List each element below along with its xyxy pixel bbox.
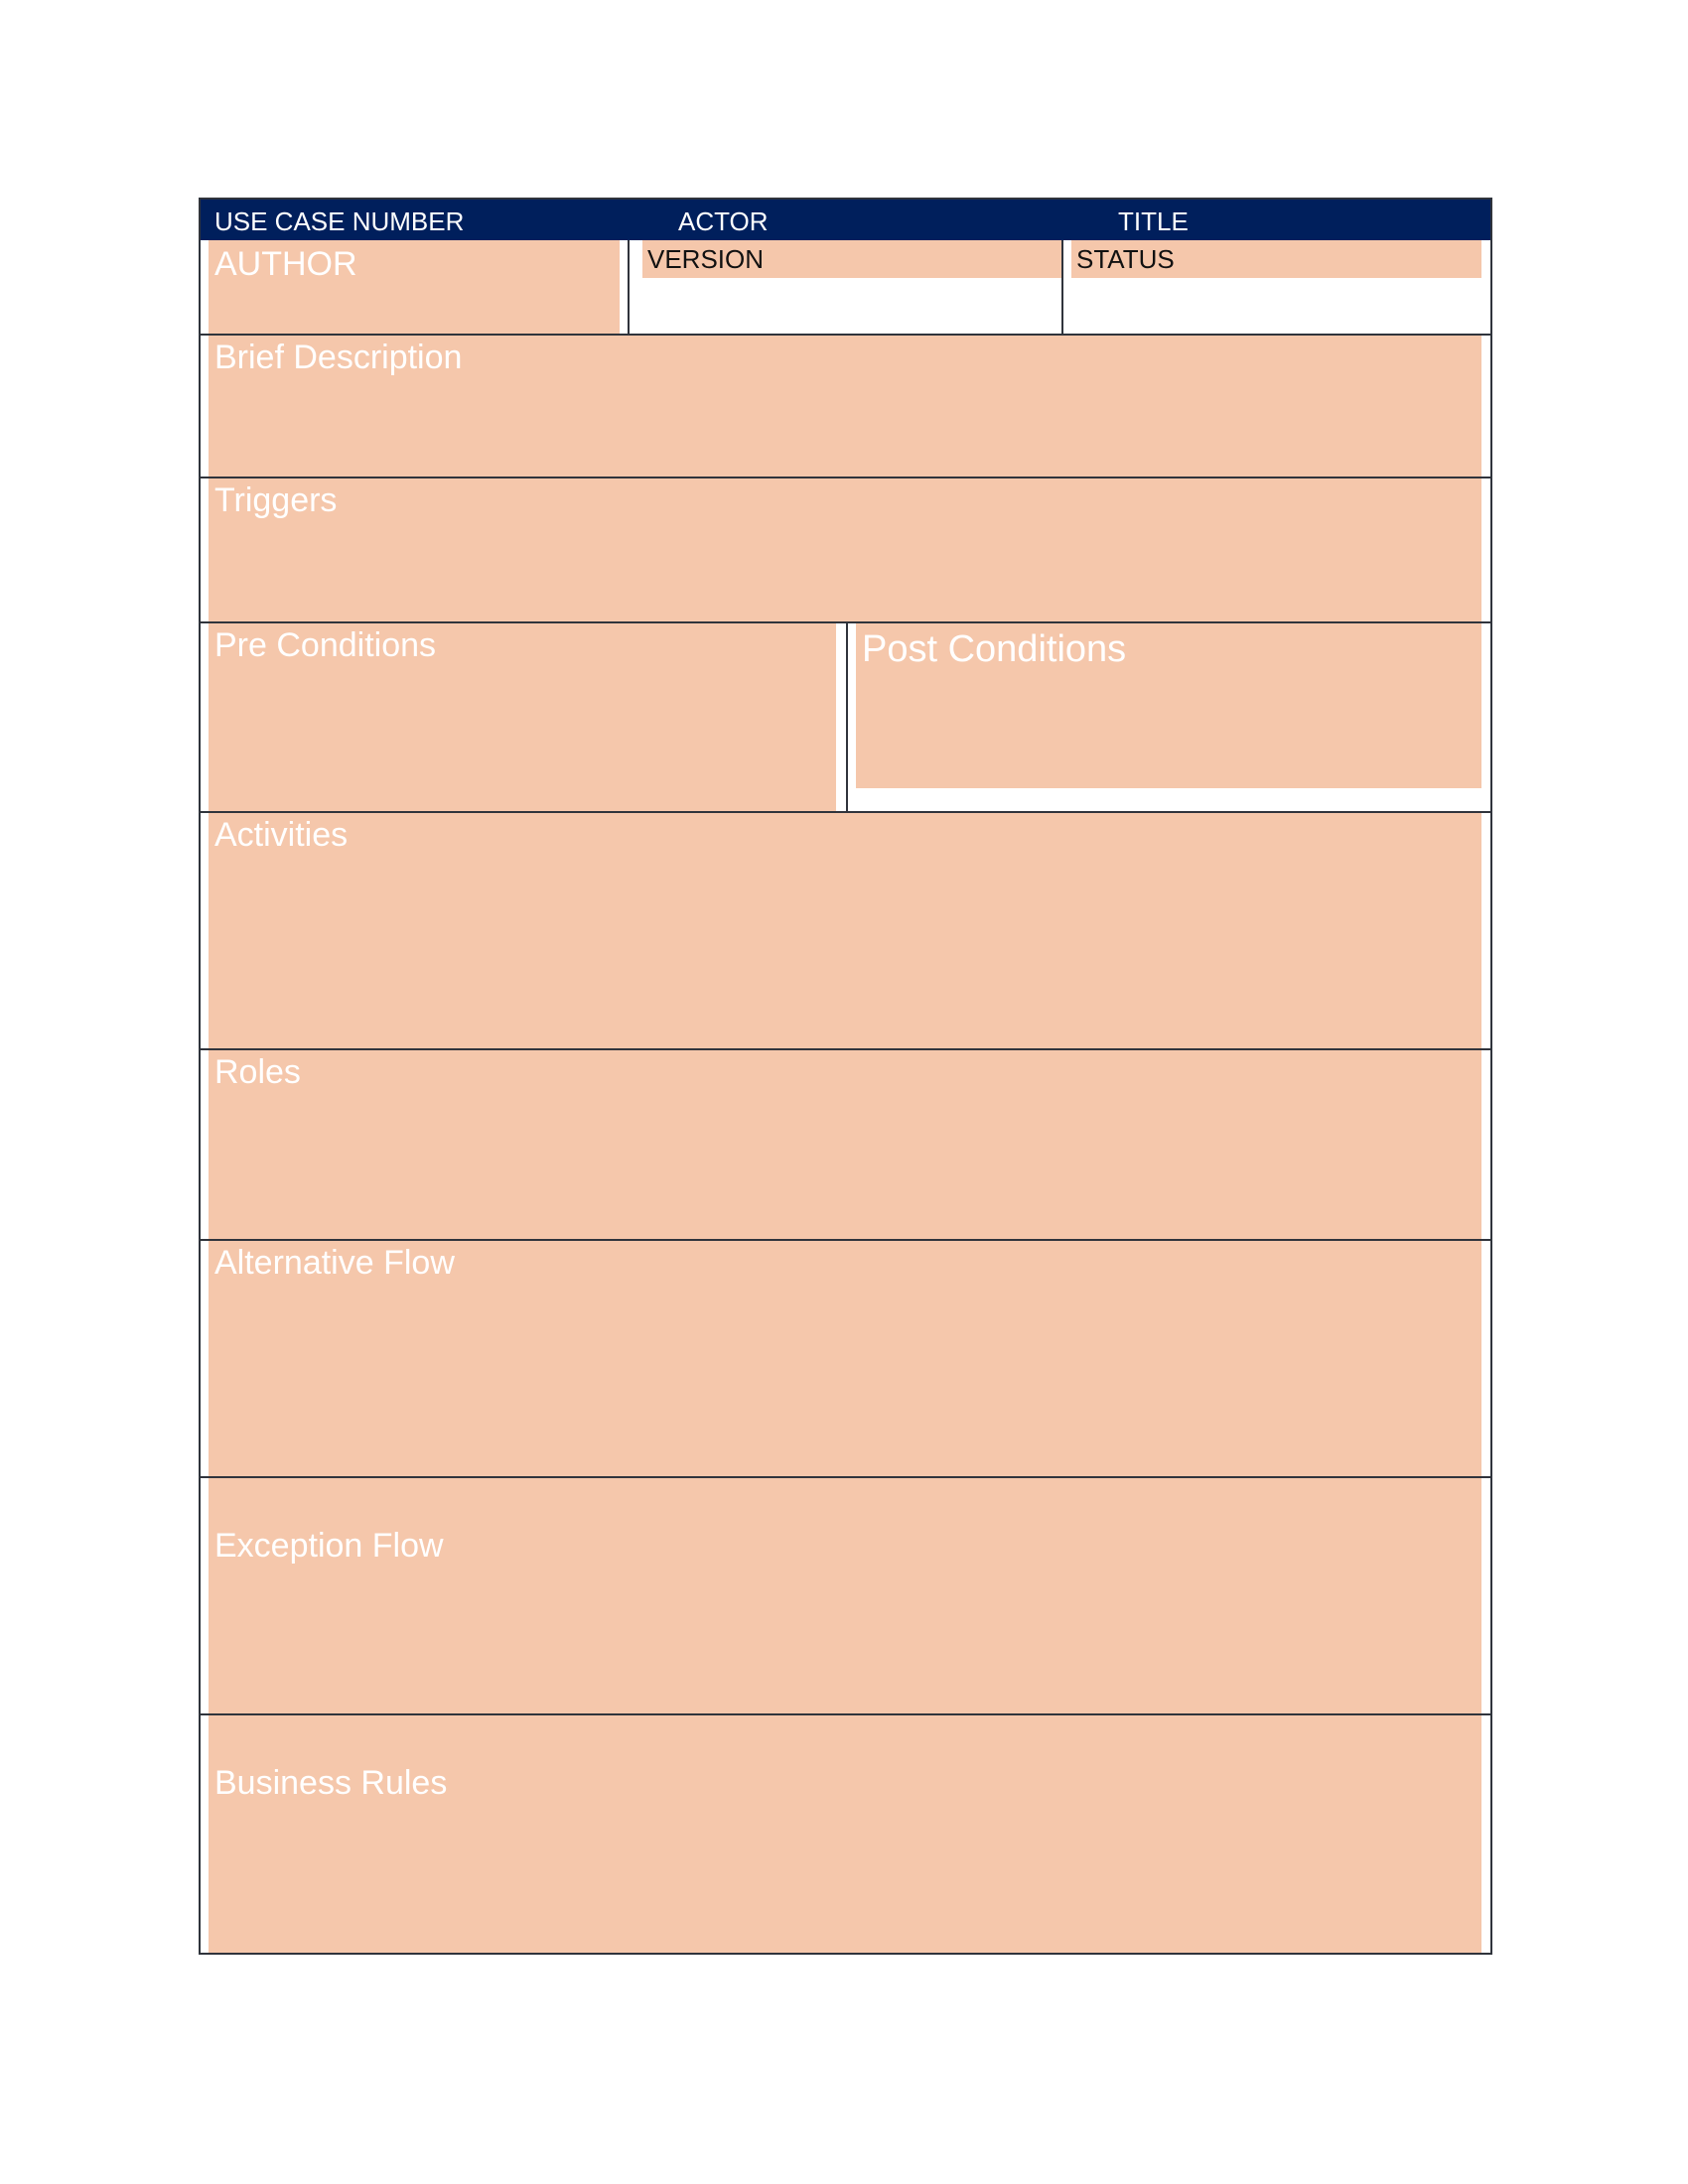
alternative-flow-label: Alternative Flow — [214, 1244, 455, 1282]
meta-divider-1 — [628, 240, 630, 334]
triggers-row — [201, 477, 1490, 621]
version-label: VERSION — [647, 244, 765, 274]
triggers-field[interactable] — [209, 478, 1481, 621]
exception-flow-field[interactable] — [209, 1478, 1481, 1713]
conditions-divider — [846, 623, 848, 811]
business-rules-field[interactable] — [209, 1715, 1481, 1953]
roles-field[interactable] — [209, 1050, 1481, 1239]
title-header: TITLE — [1118, 206, 1189, 236]
triggers-label: Triggers — [214, 481, 338, 519]
form-header-bar — [201, 200, 1490, 240]
activities-row — [201, 811, 1490, 1048]
activities-field[interactable] — [209, 813, 1481, 1048]
meta-divider-2 — [1061, 240, 1063, 334]
conditions-row — [201, 621, 1490, 811]
author-label: AUTHOR — [214, 245, 357, 283]
exception-flow-label: Exception Flow — [214, 1527, 444, 1565]
roles-label: Roles — [214, 1053, 301, 1091]
activities-label: Activities — [214, 816, 349, 854]
actor-header: ACTOR — [678, 206, 769, 236]
business-rules-label: Business Rules — [214, 1764, 448, 1802]
pre-conditions-label: Pre Conditions — [214, 626, 437, 664]
use-case-form — [199, 198, 1492, 1955]
brief-description-row — [201, 334, 1490, 477]
status-label: STATUS — [1076, 244, 1175, 274]
exception-flow-row — [201, 1476, 1490, 1713]
use-case-number-header: USE CASE NUMBER — [214, 206, 465, 236]
meta-row — [201, 240, 1490, 334]
business-rules-row — [201, 1713, 1490, 1953]
alternative-flow-row — [201, 1239, 1490, 1476]
brief-description-label: Brief Description — [214, 339, 463, 376]
post-conditions-label: Post Conditions — [862, 628, 1127, 670]
roles-row — [201, 1048, 1490, 1239]
